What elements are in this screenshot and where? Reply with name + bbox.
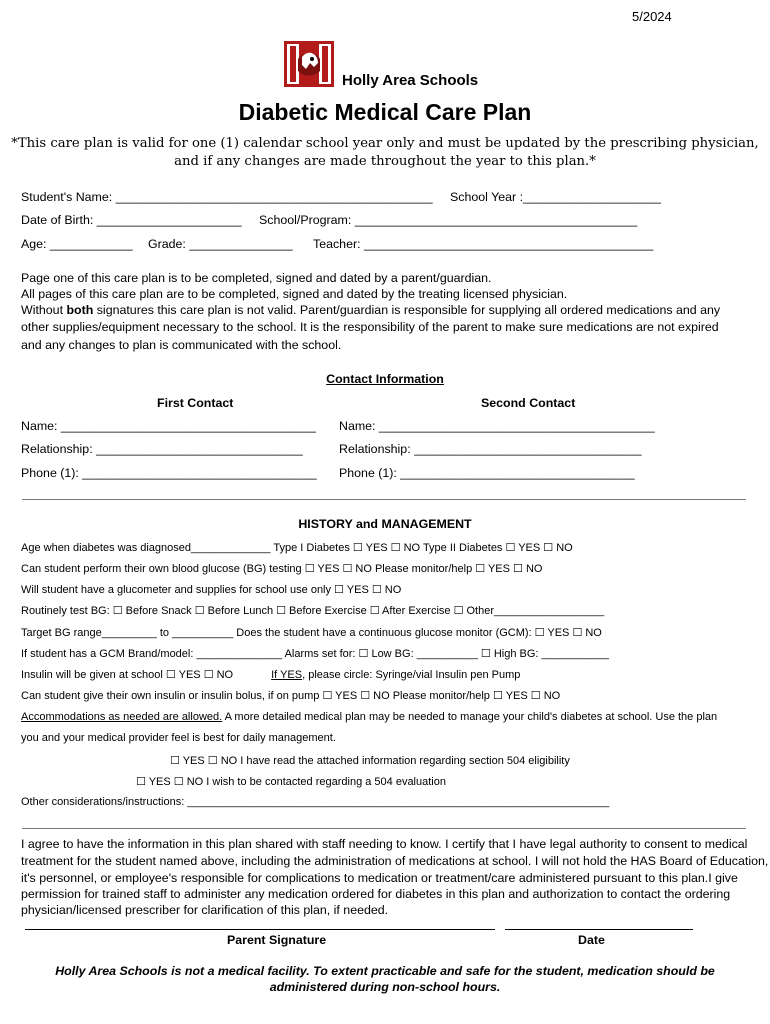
age-field[interactable]: Age: ____________ bbox=[21, 237, 133, 251]
parent-signature-label: Parent Signature bbox=[227, 933, 327, 947]
parent-signature-line[interactable] bbox=[25, 929, 495, 930]
school-logo bbox=[284, 41, 334, 87]
instructions-line-3-post: signatures this care plan is not valid. Parent/guardian is responsible for supplying all ordered medications and any bbox=[93, 303, 721, 317]
consent-line-5: physician/licensed prescriber for clarification of this plan, if needed. bbox=[21, 903, 389, 917]
instructions-line-3-pre: Without bbox=[21, 303, 67, 317]
other-considerations-field[interactable]: Other considerations/instructions: _____________________________________________________________________ bbox=[21, 796, 610, 808]
school-name: Holly Area Schools bbox=[342, 72, 479, 89]
date-code: 5/2024 bbox=[632, 9, 672, 24]
history-row-diagnosis[interactable]: Age when diabetes was diagnosed_____________ Type I Diabetes ☐ YES ☐ NO Type II Diabetes ☐ YES ☐ NO bbox=[21, 542, 573, 554]
grade-field[interactable]: Grade: _______________ bbox=[148, 237, 293, 251]
second-contact-name[interactable]: Name: ________________________________________ bbox=[339, 419, 655, 433]
contact-heading: Contact Information bbox=[326, 372, 444, 386]
instructions-line-4: other supplies/equipment necessary to the school. It is the responsibility of the parent to make sure medications are not expired bbox=[21, 320, 719, 334]
page-title: Diabetic Medical Care Plan bbox=[238, 99, 532, 125]
consent-line-3: it's personnel, or employee's responsible for complications to medication or treatment/care administered pursuant to this plan.I give bbox=[21, 871, 738, 885]
accommodations-line-2: you and your medical provider feel is best for daily management. bbox=[21, 732, 336, 744]
instructions-both: both bbox=[66, 303, 94, 317]
history-heading: HISTORY and MANAGEMENT bbox=[298, 517, 472, 531]
insulin-at-school: Insulin will be given at school ☐ YES ☐ NO bbox=[21, 669, 234, 681]
insulin-if-yes: If YES bbox=[271, 669, 303, 681]
history-row-routine-test[interactable]: Routinely test BG: ☐ Before Snack ☐ Before Lunch ☐ Before Exercise ☐ After Exercise ☐ Other__________________ bbox=[21, 605, 605, 617]
subtitle-line-1: *This care plan is valid for one (1) calendar school year only and must be updated by the prescribing physician, bbox=[11, 136, 759, 151]
history-row-gcm[interactable]: If student has a GCM Brand/model: ______________ Alarms set for: ☐ Low BG: __________ ☐ High BG: ___________ bbox=[21, 648, 609, 660]
dob-field[interactable]: Date of Birth: _____________________ bbox=[21, 213, 242, 227]
footer-line-2: administered during non-school hours. bbox=[269, 980, 501, 994]
accommodations-text: A more detailed medical plan may be needed to manage your child's diabetes at school. Use the plan bbox=[222, 711, 718, 723]
section-504-contact[interactable]: ☐ YES ☐ NO I wish to be contacted regarding a 504 evaluation bbox=[136, 776, 446, 788]
second-contact-heading: Second Contact bbox=[481, 396, 576, 410]
instructions-line-5: and any changes to plan is communicated with the school. bbox=[21, 338, 342, 352]
subtitle-line-2: and if any changes are made throughout the year to this plan.* bbox=[174, 154, 596, 169]
instructions-line-1: Page one of this care plan is to be completed, signed and dated by a parent/guardian. bbox=[21, 271, 492, 285]
teacher-field[interactable]: Teacher: __________________________________________ bbox=[313, 237, 654, 251]
accommodations-label: Accommodations as needed are allowed. bbox=[21, 711, 223, 723]
consent-line-2: treatment for the student named above, including the administration of medications at school. I will not hold the HAS Board of Education, bbox=[21, 854, 769, 868]
insulin-method: , please circle: Syringe/vial Insulin pen Pump bbox=[302, 669, 521, 681]
history-row-self-test[interactable]: Can student perform their own blood glucose (BG) testing ☐ YES ☐ NO Please monitor/help ☐ YES ☐ NO bbox=[21, 563, 543, 575]
consent-line-1: I agree to have the information in this plan shared with staff needing to know. I certify that I have legal authority to consent to medical bbox=[21, 837, 748, 851]
first-contact-name[interactable]: Name: _____________________________________ bbox=[21, 419, 316, 433]
history-row-glucometer[interactable]: Will student have a glucometer and supplies for school use only ☐ YES ☐ NO bbox=[21, 584, 402, 596]
history-row-insulin[interactable] bbox=[21, 668, 520, 681]
school-year-field[interactable]: School Year :____________________ bbox=[450, 190, 661, 204]
history-row-target-range[interactable]: Target BG range_________ to __________ Does the student have a continuous glucose monitor (GCM): ☐ YES ☐ NO bbox=[21, 627, 602, 639]
first-contact-heading: First Contact bbox=[157, 396, 234, 410]
student-name-field[interactable]: Student's Name: ______________________________________________ bbox=[21, 190, 433, 204]
school-program-field[interactable]: School/Program: _________________________________________ bbox=[259, 213, 638, 227]
history-row-own-insulin[interactable]: Can student give their own insulin or insulin bolus, if on pump ☐ YES ☐ NO Please monitor/help ☐ YES ☐ NO bbox=[21, 690, 561, 702]
footer-line-1: Holly Area Schools is not a medical facility. To extent practicable and safe for the student, medication should be bbox=[55, 964, 715, 978]
first-contact-relationship[interactable]: Relationship: ______________________________ bbox=[21, 442, 303, 456]
consent-line-4: permission for trained staff to administer any medication ordered for diabetes in this plan and authorization to contact the ordering bbox=[21, 887, 731, 901]
section-504-read[interactable]: ☐ YES ☐ NO I have read the attached information regarding section 504 eligibility bbox=[170, 755, 570, 767]
divider-contact bbox=[22, 499, 746, 500]
date-label: Date bbox=[578, 933, 605, 947]
instructions-line-2: All pages of this care plan are to be completed, signed and dated by the treating licensed physician. bbox=[21, 287, 568, 301]
instructions-line-3 bbox=[21, 303, 720, 317]
date-signature-line[interactable] bbox=[505, 929, 693, 930]
history-row-accommodations bbox=[21, 711, 717, 723]
divider-history bbox=[22, 828, 746, 829]
second-contact-phone[interactable]: Phone (1): __________________________________ bbox=[339, 466, 635, 480]
second-contact-relationship[interactable]: Relationship: _________________________________ bbox=[339, 442, 642, 456]
first-contact-phone[interactable]: Phone (1): __________________________________ bbox=[21, 466, 317, 480]
